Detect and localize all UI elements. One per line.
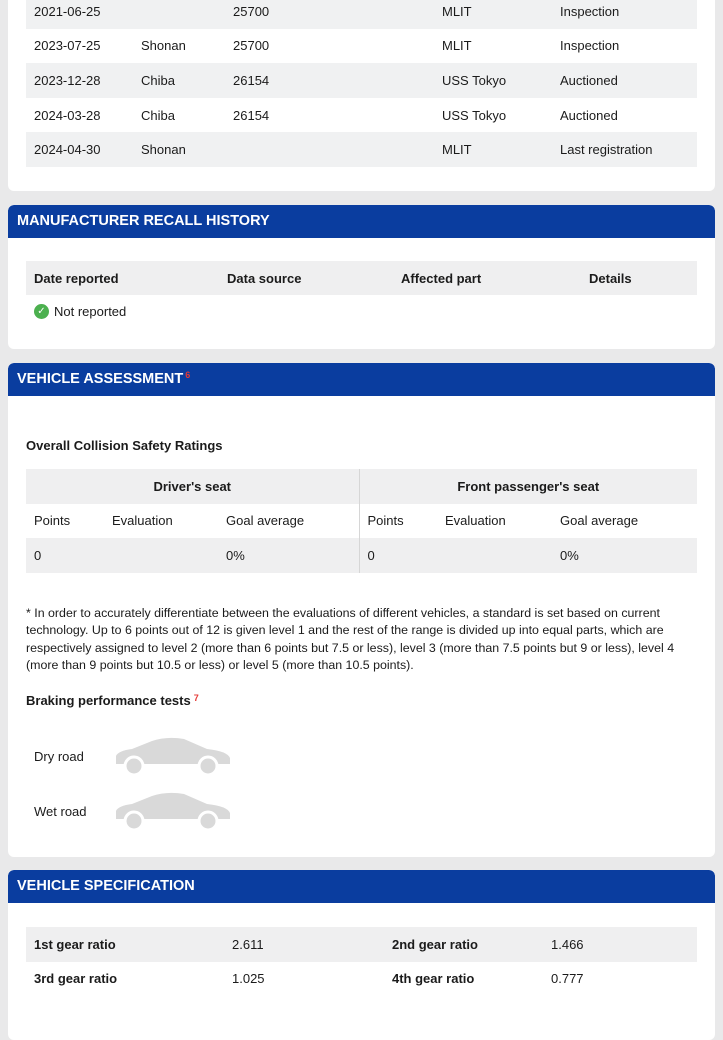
spec-label: 3rd gear ratio	[34, 971, 118, 987]
driver-seat-header: Driver's seat	[26, 469, 359, 504]
region-cell: Chiba	[133, 98, 225, 133]
rating-footnote: * In order to accurately differentiate between the evaluations of different vehicles, a standard is set based on current technology. Up to 6 points out of 12 is given level 1 and the rest of the range is divided up into equal parts, which are respectively assigned to level 2 (more than 6 points but 7.5 or less), level 3 (more than 7.5 points but 9 or less), level 4 (more than 9 points but 10.5 or less) or level 5 (more than 10.5 points).	[26, 605, 675, 672]
passenger-evaluation-value	[437, 538, 552, 573]
column-header-evaluation: Evaluation	[112, 513, 173, 529]
date-cell: 2023-07-25	[26, 29, 133, 64]
date-cell: 2024-03-28	[26, 98, 133, 133]
collision-ratings-table	[26, 469, 697, 573]
spec-value: 0.777	[551, 971, 584, 987]
driver-goal-value: 0%	[218, 538, 359, 573]
column-header-goal: Goal average	[226, 513, 305, 529]
source-cell: USS Tokyo	[434, 98, 552, 133]
mileage-cell: 26154	[225, 63, 434, 98]
event-cell: Inspection	[552, 29, 697, 64]
table-subheader-row	[26, 504, 697, 539]
braking-tests-title-text: Braking performance tests	[26, 692, 191, 708]
region-cell: Shonan	[133, 132, 225, 167]
table-row	[26, 132, 697, 167]
recall-status	[34, 304, 715, 319]
region-cell	[133, 0, 225, 29]
event-cell: Auctioned	[552, 63, 697, 98]
table-row	[26, 538, 697, 573]
event-cell: Inspection	[552, 0, 697, 29]
spec-value: 1.466	[543, 927, 697, 962]
wet-road-row	[34, 791, 234, 831]
date-cell: 2021-06-25	[26, 0, 133, 29]
column-header-date: Date reported	[26, 261, 219, 295]
vehicle-specification-card	[8, 870, 715, 1040]
wet-road-label: Wet road	[34, 803, 87, 819]
event-cell: Auctioned	[552, 98, 697, 133]
recall-status-text: Not reported	[54, 304, 127, 319]
footnote-marker: 6	[185, 370, 191, 380]
spec-label: 4th gear ratio	[392, 971, 475, 987]
mileage-cell	[225, 132, 434, 167]
column-header-evaluation: Evaluation	[445, 513, 506, 529]
table-header-row	[26, 261, 697, 295]
car-icon	[112, 736, 234, 776]
date-cell: 2024-04-30	[26, 132, 133, 167]
specification-table	[26, 927, 697, 996]
section-title	[8, 363, 715, 396]
dry-road-label: Dry road	[34, 748, 84, 764]
car-icon	[112, 791, 234, 831]
event-cell: Last registration	[552, 132, 697, 167]
recall-history-card	[8, 205, 715, 349]
column-header-goal: Goal average	[560, 513, 639, 529]
driver-evaluation-value	[104, 538, 218, 573]
footnote-marker: 7	[193, 692, 199, 703]
table-header-row	[26, 469, 697, 504]
passenger-seat-header: Front passenger's seat	[359, 469, 697, 504]
vehicle-assessment-card	[8, 363, 715, 857]
table-row	[26, 98, 697, 133]
mileage-cell: 26154	[225, 98, 434, 133]
mileage-cell: 25700	[225, 0, 434, 29]
table-row	[26, 0, 697, 29]
column-header-points: Points	[34, 513, 71, 529]
region-cell: Chiba	[133, 63, 225, 98]
braking-tests-title	[26, 693, 715, 708]
spec-value: 2.611	[224, 927, 384, 962]
spec-label: 1st gear ratio	[26, 927, 224, 962]
source-cell: MLIT	[434, 132, 552, 167]
source-cell: MLIT	[434, 29, 552, 64]
table-row	[26, 63, 697, 98]
registration-history-card	[8, 0, 715, 191]
spec-label: 2nd gear ratio	[384, 927, 543, 962]
check-circle-icon: ✓	[34, 304, 49, 319]
table-row	[26, 927, 697, 962]
source-cell: USS Tokyo	[434, 63, 552, 98]
mileage-cell: 25700	[225, 29, 434, 64]
column-header-details: Details	[581, 261, 697, 295]
passenger-points-value: 0	[359, 538, 437, 573]
driver-points-value: 0	[26, 538, 104, 573]
registration-history-table	[26, 0, 697, 167]
spec-value: 1.025	[232, 971, 265, 987]
passenger-goal-value: 0%	[552, 538, 697, 573]
source-cell: MLIT	[434, 0, 552, 29]
recall-table	[26, 261, 697, 295]
section-title: MANUFACTURER RECALL HISTORY	[8, 205, 715, 238]
column-header-part: Affected part	[393, 261, 581, 295]
collision-ratings-title: Overall Collision Safety Ratings	[26, 438, 223, 453]
section-title: VEHICLE SPECIFICATION	[8, 870, 715, 903]
column-header-points: Points	[359, 504, 437, 539]
section-title-text: VEHICLE ASSESSMENT	[17, 371, 184, 387]
table-row	[26, 29, 697, 64]
region-cell: Shonan	[133, 29, 225, 64]
date-cell: 2023-12-28	[26, 63, 133, 98]
table-row	[26, 962, 697, 997]
dry-road-row	[34, 736, 234, 776]
column-header-source: Data source	[219, 261, 393, 295]
